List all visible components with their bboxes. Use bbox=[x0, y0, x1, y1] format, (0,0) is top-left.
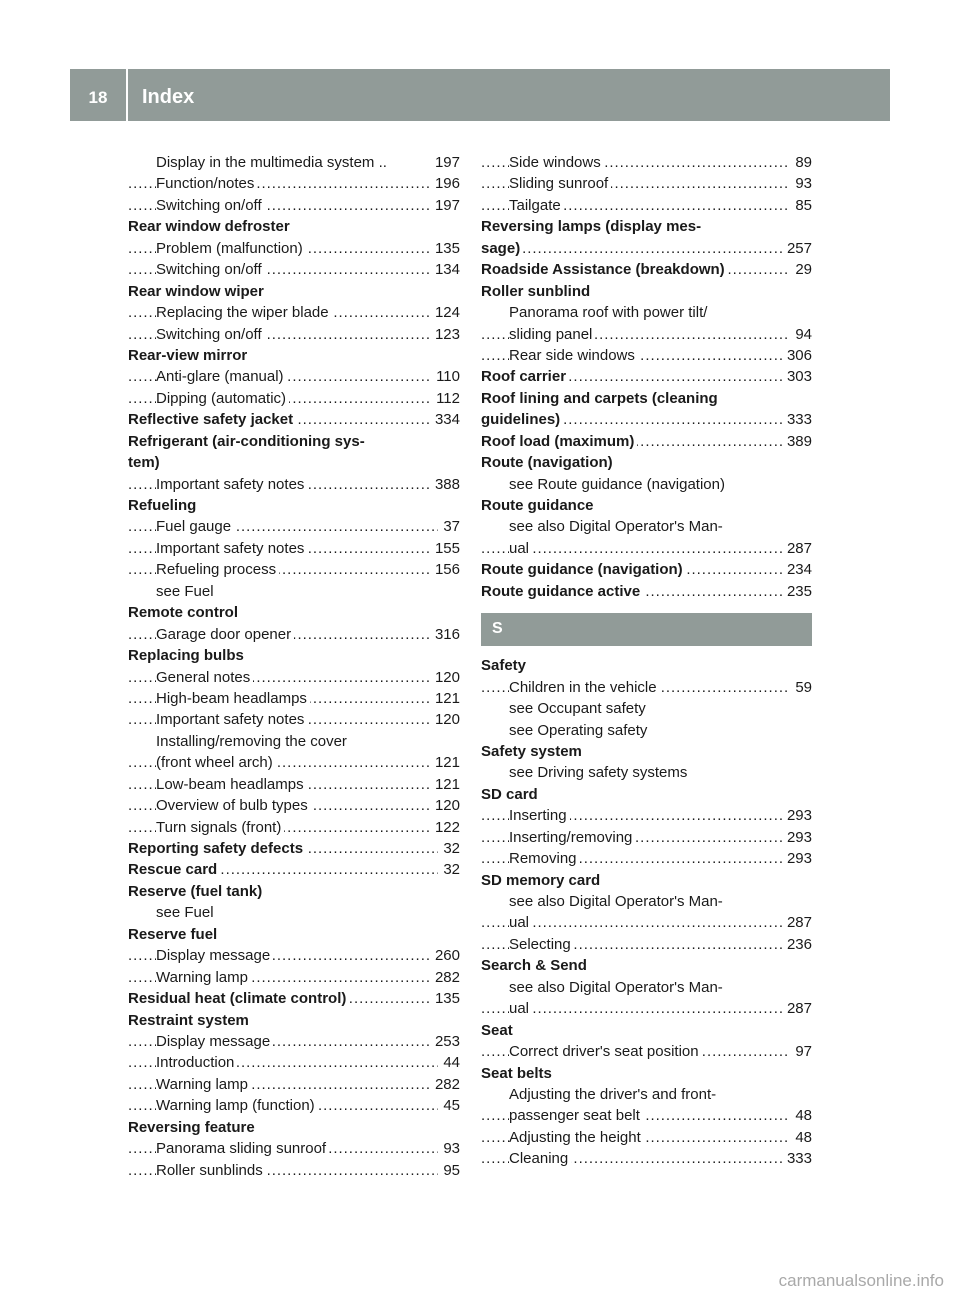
index-subentry bbox=[128, 902, 460, 923]
index-subentry bbox=[128, 538, 460, 559]
entry-label: Reflective safety jacket bbox=[128, 411, 296, 428]
entry-label: Important safety notes bbox=[156, 476, 307, 493]
entry-label: tem) bbox=[128, 454, 163, 471]
index-subentry bbox=[481, 1105, 812, 1126]
index-entry bbox=[128, 838, 460, 859]
index-entry bbox=[481, 655, 812, 676]
entry-page-number: 235 bbox=[782, 581, 812, 602]
entry-label: see also Digital Operator's Man- bbox=[509, 518, 726, 535]
index-subentry bbox=[128, 817, 460, 838]
entry-label: Correct driver's seat position bbox=[509, 1043, 702, 1060]
entry-label: Replacing bulbs bbox=[128, 647, 247, 664]
entry-label: Rescue card bbox=[128, 861, 220, 878]
entry-page-number: 333 bbox=[782, 1148, 812, 1169]
index-subentry bbox=[128, 559, 460, 580]
index-entry bbox=[481, 784, 812, 805]
entry-label: Restraint system bbox=[128, 1012, 252, 1029]
entry-label: see Fuel bbox=[156, 583, 217, 600]
entry-label: (front wheel arch) bbox=[156, 754, 276, 771]
entry-label: Residual heat (climate control) bbox=[128, 990, 349, 1007]
index-subentry bbox=[481, 302, 812, 323]
entry-label: Display in the multimedia system .. bbox=[156, 154, 390, 171]
index-list-s-section bbox=[481, 655, 812, 1170]
index-entry bbox=[481, 581, 812, 602]
entry-page-number: 124 bbox=[430, 302, 460, 323]
entry-page-number: 156 bbox=[430, 559, 460, 580]
entry-label: Children in the vehicle bbox=[509, 679, 660, 696]
entry-page-number: 306 bbox=[782, 345, 812, 366]
entry-label: Refrigerant (air-conditioning sys- bbox=[128, 433, 368, 450]
entry-page-number: 287 bbox=[782, 538, 812, 559]
entry-label: sage) bbox=[481, 240, 523, 257]
entry-page-number: 44 bbox=[438, 1052, 460, 1073]
entry-label: Function/notes bbox=[156, 175, 257, 192]
entry-page-number: 120 bbox=[430, 795, 460, 816]
index-subentry bbox=[481, 1084, 812, 1105]
entry-label: Safety bbox=[481, 657, 529, 674]
index-entry bbox=[128, 645, 460, 666]
index-subentry bbox=[481, 516, 812, 537]
index-subentry bbox=[128, 1160, 460, 1181]
entry-page-number: 121 bbox=[430, 752, 460, 773]
entry-label: Seat belts bbox=[481, 1065, 555, 1082]
entry-label: ual bbox=[509, 1000, 532, 1017]
index-subentry bbox=[128, 516, 460, 537]
index-entry bbox=[128, 495, 460, 516]
entry-label: ual bbox=[509, 914, 532, 931]
entry-page-number: 97 bbox=[790, 1041, 812, 1062]
entry-page-number: 134 bbox=[430, 259, 460, 280]
entry-label: Rear side windows bbox=[509, 347, 638, 364]
index-subentry bbox=[481, 998, 812, 1019]
entry-page-number: 388 bbox=[430, 474, 460, 495]
entry-label: Switching on/off bbox=[156, 197, 265, 214]
entry-label: Switching on/off bbox=[156, 326, 265, 343]
index-entry bbox=[128, 216, 460, 237]
index-subentry bbox=[128, 1074, 460, 1095]
section-header-s: S bbox=[481, 613, 812, 646]
index-subentry bbox=[481, 848, 812, 869]
entry-label: Garage door opener bbox=[156, 626, 294, 643]
entry-label: Display message bbox=[156, 947, 273, 964]
entry-label: Sliding sunroof bbox=[509, 175, 611, 192]
entry-page-number: 32 bbox=[438, 838, 460, 859]
index-subentry bbox=[481, 827, 812, 848]
index-subentry bbox=[128, 688, 460, 709]
index-entry bbox=[128, 924, 460, 945]
entry-label: see Operating safety bbox=[509, 722, 650, 739]
entry-label: see Fuel bbox=[156, 904, 217, 921]
entry-label: Roof lining and carpets (cleaning bbox=[481, 390, 721, 407]
index-entry bbox=[128, 345, 460, 366]
entry-label: Replacing the wiper blade bbox=[156, 304, 332, 321]
entry-label: Refueling bbox=[128, 497, 199, 514]
index-subentry bbox=[481, 152, 812, 173]
index-subentry bbox=[481, 474, 812, 495]
entry-label: High-beam headlamps bbox=[156, 690, 310, 707]
entry-page-number: 85 bbox=[790, 195, 812, 216]
entry-label: see also Digital Operator's Man- bbox=[509, 893, 726, 910]
entry-label: Reserve fuel bbox=[128, 926, 220, 943]
entry-label: see Route guidance (navigation) bbox=[509, 476, 728, 493]
index-subentry bbox=[128, 731, 460, 752]
index-subentry bbox=[481, 173, 812, 194]
entry-label: see Driving safety systems bbox=[509, 764, 690, 781]
entry-page-number: 135 bbox=[430, 988, 460, 1009]
index-entry bbox=[128, 1117, 460, 1138]
index-subentry bbox=[128, 1138, 460, 1159]
entry-page-number: 59 bbox=[790, 677, 812, 698]
entry-page-number: 197 bbox=[430, 195, 460, 216]
index-entry bbox=[128, 1010, 460, 1031]
entry-label: Roof carrier bbox=[481, 368, 569, 385]
entry-label: Adjusting the height bbox=[509, 1129, 644, 1146]
entry-page-number: 293 bbox=[782, 848, 812, 869]
index-entry bbox=[128, 452, 460, 473]
index-subentry bbox=[481, 977, 812, 998]
index-entry bbox=[481, 366, 812, 387]
index-entry bbox=[481, 1063, 812, 1084]
entry-label: Switching on/off bbox=[156, 261, 265, 278]
index-subentry bbox=[481, 805, 812, 826]
entry-label: Warning lamp bbox=[156, 969, 251, 986]
entry-label: Route guidance (navigation) bbox=[481, 561, 686, 578]
entry-page-number: 197 bbox=[430, 152, 460, 173]
entry-label: Route guidance bbox=[481, 497, 597, 514]
index-subentry bbox=[481, 677, 812, 698]
entry-page-number: 93 bbox=[790, 173, 812, 194]
index-subentry bbox=[481, 698, 812, 719]
index-entry bbox=[481, 259, 812, 280]
index-entry bbox=[128, 602, 460, 623]
entry-label: see also Digital Operator's Man- bbox=[509, 979, 726, 996]
index-entry bbox=[481, 741, 812, 762]
entry-label: Roof load (maximum) bbox=[481, 433, 637, 450]
entry-page-number: 389 bbox=[782, 431, 812, 452]
entry-page-number: 316 bbox=[430, 624, 460, 645]
entry-label: guidelines) bbox=[481, 411, 563, 428]
entry-page-number: 123 bbox=[430, 324, 460, 345]
index-subentry bbox=[481, 891, 812, 912]
entry-page-number: 196 bbox=[430, 173, 460, 194]
entry-label: General notes bbox=[156, 669, 253, 686]
index-entry bbox=[128, 409, 460, 430]
entry-page-number: 48 bbox=[790, 1105, 812, 1126]
entry-page-number: 121 bbox=[430, 774, 460, 795]
entry-page-number: 120 bbox=[430, 667, 460, 688]
page-number: 18 bbox=[88, 88, 108, 107]
entry-label: Roller sunblinds bbox=[156, 1162, 266, 1179]
index-subentry bbox=[481, 1148, 812, 1169]
entry-page-number: 48 bbox=[790, 1127, 812, 1148]
entry-label: Route (navigation) bbox=[481, 454, 616, 471]
entry-page-number: 120 bbox=[430, 709, 460, 730]
entry-label: Warning lamp bbox=[156, 1076, 251, 1093]
page-header bbox=[70, 69, 890, 121]
index-subentry bbox=[128, 474, 460, 495]
entry-label: Search & Send bbox=[481, 957, 590, 974]
index-subentry bbox=[128, 173, 460, 194]
entry-page-number: 303 bbox=[782, 366, 812, 387]
entry-page-number: 29 bbox=[790, 259, 812, 280]
entry-page-number: 135 bbox=[430, 238, 460, 259]
page-title: Index bbox=[142, 86, 195, 108]
entry-page-number: 234 bbox=[782, 559, 812, 580]
entry-page-number: 253 bbox=[430, 1031, 460, 1052]
index-subentry bbox=[481, 195, 812, 216]
entry-label: Turn signals (front) bbox=[156, 819, 284, 836]
entry-label: Overview of bulb types bbox=[156, 797, 311, 814]
entry-label: Tailgate bbox=[509, 197, 564, 214]
index-subentry bbox=[128, 152, 460, 173]
entry-label: Inserting bbox=[509, 807, 570, 824]
entry-page-number: 282 bbox=[430, 1074, 460, 1095]
entry-label: sliding panel bbox=[509, 326, 595, 343]
index-subentry bbox=[128, 967, 460, 988]
entry-label: Warning lamp (function) bbox=[156, 1097, 318, 1114]
entry-label: Refueling process bbox=[156, 561, 279, 578]
entry-label: Fuel gauge bbox=[156, 518, 234, 535]
entry-page-number: 236 bbox=[782, 934, 812, 955]
index-subentry bbox=[481, 1041, 812, 1062]
entry-page-number: 110 bbox=[431, 366, 460, 387]
entry-page-number: 155 bbox=[430, 538, 460, 559]
index-subentry bbox=[128, 709, 460, 730]
entry-label: Side windows bbox=[509, 154, 604, 171]
index-subentry bbox=[128, 945, 460, 966]
index-subentry bbox=[481, 1127, 812, 1148]
index-list-r-section bbox=[481, 152, 812, 602]
index-entry bbox=[128, 988, 460, 1009]
entry-label: passenger seat belt bbox=[509, 1107, 643, 1124]
entry-page-number: 121 bbox=[430, 688, 460, 709]
entry-label: SD memory card bbox=[481, 872, 603, 889]
entry-page-number: 334 bbox=[430, 409, 460, 430]
entry-label: Display message bbox=[156, 1033, 273, 1050]
index-subentry bbox=[128, 195, 460, 216]
entry-label: Introduction bbox=[156, 1054, 237, 1071]
entry-label: Remote control bbox=[128, 604, 241, 621]
entry-label: Route guidance active bbox=[481, 583, 643, 600]
index-subentry bbox=[481, 324, 812, 345]
entry-label: Reserve (fuel tank) bbox=[128, 883, 265, 900]
index-subentry bbox=[128, 302, 460, 323]
index-entry bbox=[481, 495, 812, 516]
entry-label: Seat bbox=[481, 1022, 516, 1039]
index-subentry bbox=[128, 774, 460, 795]
entry-label: Important safety notes bbox=[156, 711, 307, 728]
index-subentry bbox=[128, 1031, 460, 1052]
header-divider bbox=[126, 69, 128, 121]
index-entry bbox=[128, 281, 460, 302]
index-subentry bbox=[481, 762, 812, 783]
entry-label: Roller sunblind bbox=[481, 283, 593, 300]
index-subentry bbox=[128, 259, 460, 280]
index-entry bbox=[128, 859, 460, 880]
index-subentry bbox=[128, 624, 460, 645]
entry-label: Reversing lamps (display mes- bbox=[481, 218, 704, 235]
entry-label: Reversing feature bbox=[128, 1119, 258, 1136]
index-subentry bbox=[481, 912, 812, 933]
entry-page-number: 37 bbox=[438, 516, 460, 537]
entry-label: Dipping (automatic) bbox=[156, 390, 289, 407]
entry-label: Rear window wiper bbox=[128, 283, 267, 300]
entry-page-number: 287 bbox=[782, 912, 812, 933]
entry-label: Selecting bbox=[509, 936, 574, 953]
index-entry bbox=[481, 281, 812, 302]
index-subentry bbox=[128, 1052, 460, 1073]
index-column-right bbox=[481, 152, 812, 1170]
entry-page-number: 122 bbox=[430, 817, 460, 838]
entry-page-number: 293 bbox=[782, 805, 812, 826]
index-entry bbox=[481, 1020, 812, 1041]
entry-page-number: 282 bbox=[430, 967, 460, 988]
entry-label: Inserting/removing bbox=[509, 829, 635, 846]
entry-page-number: 333 bbox=[782, 409, 812, 430]
entry-label: Important safety notes bbox=[156, 540, 307, 557]
entry-page-number: 112 bbox=[431, 388, 460, 409]
entry-page-number: 45 bbox=[438, 1095, 460, 1116]
entry-label: Roadside Assistance (breakdown) bbox=[481, 261, 728, 278]
index-subentry bbox=[128, 752, 460, 773]
entry-label: Cleaning bbox=[509, 1150, 571, 1167]
index-entry bbox=[481, 388, 812, 409]
entry-page-number: 32 bbox=[438, 859, 460, 880]
entry-label: Adjusting the driver's and front- bbox=[509, 1086, 719, 1103]
entry-label: Installing/removing the cover bbox=[156, 733, 350, 750]
entry-page-number: 293 bbox=[782, 827, 812, 848]
index-subentry bbox=[481, 345, 812, 366]
index-subentry bbox=[481, 720, 812, 741]
entry-label: Problem (malfunction) bbox=[156, 240, 306, 257]
index-entry bbox=[481, 452, 812, 473]
index-subentry bbox=[128, 388, 460, 409]
index-subentry bbox=[481, 934, 812, 955]
entry-page-number: 287 bbox=[782, 998, 812, 1019]
index-entry bbox=[481, 559, 812, 580]
entry-label: see Occupant safety bbox=[509, 700, 649, 717]
index-subentry bbox=[128, 366, 460, 387]
index-entry bbox=[481, 431, 812, 452]
index-subentry bbox=[128, 324, 460, 345]
entry-label: Safety system bbox=[481, 743, 585, 760]
entry-label: Rear-view mirror bbox=[128, 347, 250, 364]
index-subentry bbox=[128, 238, 460, 259]
entry-page-number: 257 bbox=[782, 238, 812, 259]
entry-page-number: 260 bbox=[430, 945, 460, 966]
index-entry bbox=[481, 409, 812, 430]
index-subentry bbox=[481, 538, 812, 559]
watermark: carmanualsonline.info bbox=[778, 1271, 944, 1290]
entry-label: Rear window defroster bbox=[128, 218, 293, 235]
index-entry bbox=[481, 238, 812, 259]
entry-label: Anti-glare (manual) bbox=[156, 368, 287, 385]
entry-label: Removing bbox=[509, 850, 580, 867]
entry-page-number: 93 bbox=[438, 1138, 460, 1159]
index-subentry bbox=[128, 667, 460, 688]
entry-label: Panorama sliding sunroof bbox=[156, 1140, 329, 1157]
entry-page-number: 94 bbox=[790, 324, 812, 345]
index-column-left bbox=[128, 152, 460, 1181]
entry-label: Reporting safety defects bbox=[128, 840, 306, 857]
index-entry bbox=[481, 955, 812, 976]
entry-label: Low-beam headlamps bbox=[156, 776, 307, 793]
index-subentry bbox=[128, 581, 460, 602]
entry-label: ual bbox=[509, 540, 532, 557]
index-subentry bbox=[128, 1095, 460, 1116]
entry-label: SD card bbox=[481, 786, 541, 803]
index-entry bbox=[481, 216, 812, 237]
entry-page-number: 89 bbox=[790, 152, 812, 173]
entry-label: Panorama roof with power tilt/ bbox=[509, 304, 710, 321]
index-entry bbox=[128, 431, 460, 452]
index-subentry bbox=[128, 795, 460, 816]
index-entry bbox=[128, 881, 460, 902]
entry-page-number: 95 bbox=[438, 1160, 460, 1181]
index-entry bbox=[481, 870, 812, 891]
